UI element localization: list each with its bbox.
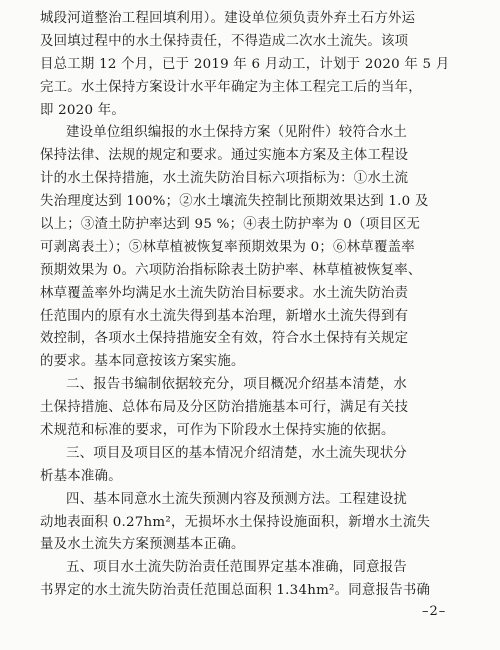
text-line: 任范围内的原有水土流失得到基本治理，新增水土流失得到有 <box>40 308 409 324</box>
text-line: 析基本准确。 <box>40 468 122 484</box>
text-line: 目总工期 12 个月，已于 2019 年 6 月动工，计划于 2020 年 5 月 <box>40 56 450 72</box>
text-line: 完工。水土保持方案设计水平年确定为主体工程完工后的当年， <box>40 79 422 95</box>
text-line: 林草覆盖率外均满足水土流失防治目标要求。水土流失防治责 <box>40 285 409 301</box>
text-line: 可剥离表土）；⑤林草植被恢复率预期效果为 0；⑥林草覆盖率 <box>40 239 415 255</box>
page-number: –2– <box>422 604 447 619</box>
text-line: 保持法律、法规的规定和要求。通过实施本方案及主体工程设 <box>40 148 409 164</box>
text-line: 术规范和标准的要求，可作为下阶段水土保持实施的依据。 <box>40 423 395 439</box>
text-line: 五、项目水土流失防治责任范围界定基本准确，同意报告 <box>66 560 408 576</box>
text-line: 计的水土保持措施，水土流失防治目标六项指标为：①水土流 <box>40 171 409 187</box>
text-line: 动地表面积 0.27hm²，无损坏水土保持设施面积，新增水土流失 <box>40 514 431 530</box>
text-line: 土保持措施、总体布局及分区防治措施基本可行，满足有关技 <box>40 400 409 416</box>
text-line: 效控制，各项水土保持措施安全有效，符合水土保持有关规定 <box>40 331 409 347</box>
text-line: 以上；③渣土防护率达到 95 %；④表土防护率为 0（项目区无 <box>40 217 421 233</box>
text-line: 三、项目及项目区的基本情况介绍清楚，水土流失现状分 <box>66 445 408 461</box>
text-line: 书界定的水土流失防治责任范围总面积 1.34hm²。同意报告书确 <box>40 583 431 599</box>
text-line: 城段河道整治工程回填利用）。建设单位须负责外弃土石方外运 <box>40 11 416 26</box>
text-line: 二、报告书编制依据较充分，项目概况介绍基本清楚，水 <box>66 377 408 393</box>
text-line: 的要求。基本同意按该方案实施。 <box>40 354 245 370</box>
text-line: 失治理度达到 100%；②水土壤流失控制比预期效果达到 1.0 及 <box>40 194 429 210</box>
text-line: 及回填过程中的水土保持责任，不得造成二次水土流失。该项 <box>40 33 409 49</box>
text-line: 即 2020 年。 <box>40 102 126 118</box>
text-line: 预期效果为 0。六项防治指标除表土防护率、林草植被恢复率、 <box>40 262 422 278</box>
text-line: 四、基本同意水土流失预测内容及预测方法。工程建设扰 <box>66 491 408 507</box>
text-line: 量及水土流失方案预测基本正确。 <box>40 537 245 553</box>
text-line: 建设单位组织编报的水土保持方案（见附件）较符合水土 <box>66 125 408 141</box>
document-body <box>40 8 468 603</box>
